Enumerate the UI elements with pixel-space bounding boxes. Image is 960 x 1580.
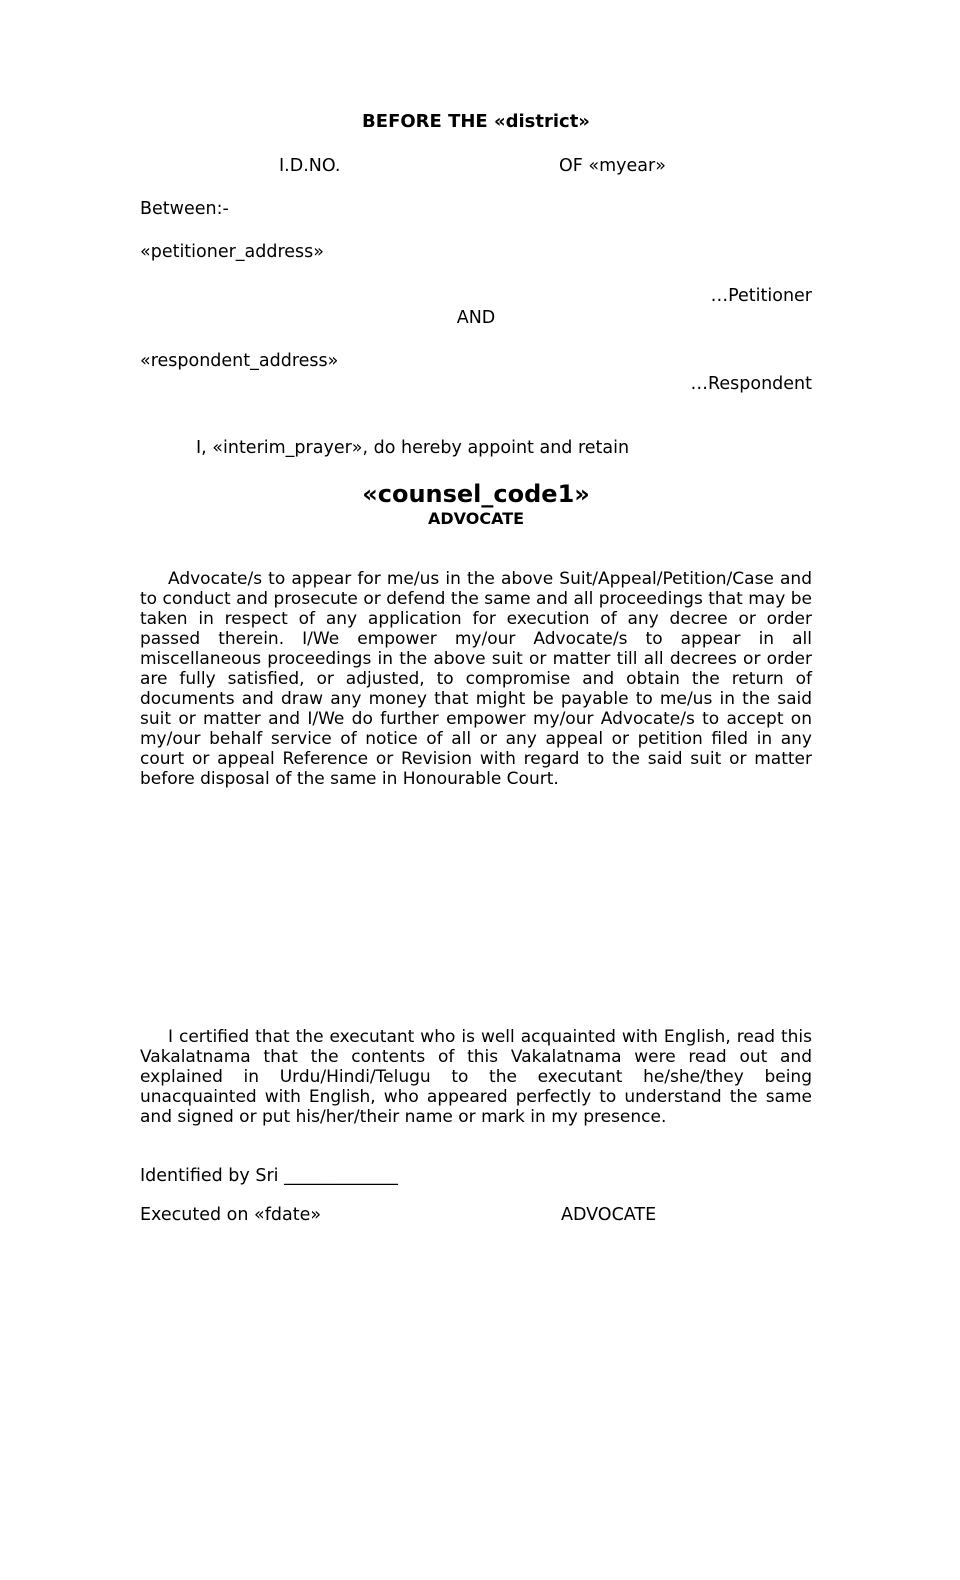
counsel-title: ADVOCATE	[427, 509, 525, 528]
authority-paragraph-text: Advocate/s to appear for me/us in the above Suit/Appeal/Petition/Case and to conduct and prosecute or defend the same and all proceedings that may be taken in respect of any application for execution of any decree or order passed therein. I/We empower my/our Advocate/s to appear in all miscellaneous proceedings in the above suit or matter till all decrees or order are fully satisfied, or adjusted, to compromise and obtain the return of documents and draw any money that might be payable to me/us in the said suit or matter and I/We do further empower my/our Advocate/s to accept on my/our behalf service of notice of all or any appeal or petition filed in any court or appeal Reference or Revision with regard to the said suit or matter before disposal of the same in Honourable Court.	[140, 569, 812, 789]
respondent-role: …Respondent	[690, 374, 812, 394]
petitioner-role: …Petitioner	[710, 286, 812, 306]
executed-on-line: Executed on «fdate»	[140, 1205, 322, 1225]
advocate-signature-label: ADVOCATE	[561, 1205, 657, 1225]
id-number-label: I.D.NO.	[279, 156, 341, 176]
and-separator: AND	[456, 308, 496, 328]
petitioner-address: «petitioner_address»	[140, 242, 324, 262]
appointment-line: I, «interim_prayer», do hereby appoint and retain	[196, 438, 630, 458]
certification-paragraph-text: I certified that the executant who is well acquainted with English, read this Vakalatnama that the contents of this Vakalatnama were read out and explained in Urdu/Hindi/Telugu to the executant he/she/they being unacquainted with English, who appeared perfectly to understand the same and signed or put his/her/their name or mark in my presence.	[140, 1027, 812, 1127]
case-year: OF «myear»	[559, 156, 666, 176]
certification-paragraph	[140, 1027, 812, 1127]
court-heading: BEFORE THE «district»	[362, 111, 590, 132]
identified-by-line: Identified by Sri _____________	[140, 1166, 398, 1186]
respondent-address: «respondent_address»	[140, 351, 339, 371]
authority-paragraph	[140, 569, 812, 789]
between-label: Between:-	[140, 199, 229, 219]
counsel-name: «counsel_code1»	[362, 480, 590, 508]
